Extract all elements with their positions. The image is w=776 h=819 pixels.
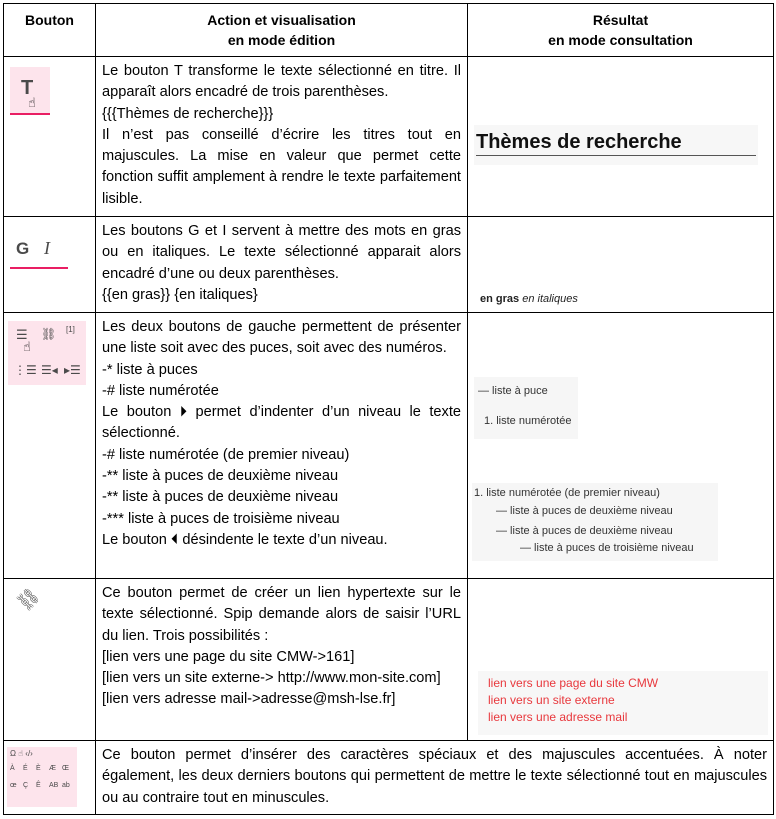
text-cell-listes <box>96 313 468 579</box>
list-line-3: Le bouton ⏵ permet d’indenter d’un niveau le texte sélectionné. <box>102 404 461 442</box>
icon-cell-caracteres <box>4 741 96 815</box>
icon-cell-titre <box>4 57 96 217</box>
result-link[interactable]: lien vers une adresse mail <box>488 710 628 724</box>
result-list-item: 1. liste numérotée (de premier niveau) <box>474 487 660 499</box>
icon-cell-gras <box>4 217 96 313</box>
row-liens <box>4 579 774 741</box>
documentation-table <box>3 3 774 815</box>
result-list-item: 1. liste numérotée <box>484 415 572 427</box>
header-resultat: Résultat en mode consultation <box>468 4 774 57</box>
char-oe-button[interactable]: Œ <box>62 765 69 772</box>
link-example-1: [lien vers une page du site CMW->161] <box>102 648 355 665</box>
list-line-5: -** liste à puces de deuxième niveau <box>102 468 339 485</box>
link-button-icon[interactable]: ⛓ <box>12 583 44 615</box>
result-cell-titre <box>468 57 774 217</box>
list-line-7: -*** liste à puces de troisième niveau <box>102 510 340 527</box>
result-list-item: — liste à puces de troisième niveau <box>520 542 694 554</box>
link-small-icon[interactable]: ⛓ <box>41 327 57 341</box>
char-a-grave-button[interactable]: À <box>10 765 15 772</box>
result-italic-text: en italiques <box>522 293 578 305</box>
bold-example: {{en gras}} {en italiques} <box>102 286 258 303</box>
result-list-item: — liste à puces de deuxième niveau <box>496 505 673 517</box>
result-list-shot-2 <box>472 483 718 561</box>
hand-cursor-icon: ☝ <box>23 339 31 354</box>
text-cell-titre <box>96 57 468 217</box>
link-desc: Ce bouton permet de créer un lien hypertexte sur le texte sélectionné. Spip demande alors de saisir l’URL du lien. Trois possibilités : <box>102 585 461 644</box>
header-bouton: Bouton <box>4 4 96 57</box>
result-bold-italic <box>480 293 578 305</box>
hand-cursor-icon: ☝ <box>28 95 36 110</box>
list-line-8: Le bouton ⏴ désindente le texte d’un niveau. <box>102 531 388 548</box>
numbered-list-icon[interactable]: ⋮☰ <box>14 363 37 377</box>
title-button-icon[interactable]: T <box>21 77 34 99</box>
bold-desc: Les boutons G et I servent à mettre des mots en gras ou en italiques. Le texte sélectionné apparait alors encadré d’une ou deux parenthèses. <box>102 223 461 282</box>
char-c-cedilla-button[interactable]: Ç <box>23 782 29 789</box>
result-bold-text: en gras <box>480 293 520 305</box>
list-line-4: -# liste numérotée (de premier niveau) <box>102 446 350 463</box>
result-title-underline <box>476 155 756 156</box>
text-cell-caracteres <box>96 741 774 815</box>
result-list-item: — liste à puces de deuxième niveau <box>496 525 673 537</box>
char-e-grave-button[interactable]: È <box>36 765 41 772</box>
special-chars-desc: Ce bouton permet d’insérer des caractères spéciaux et des majuscules accentuées. À noter également, les deux derniers boutons qui permettent de mettre le texte sélectionné tout en majuscules ou au contraire tout en minuscules. <box>102 747 767 806</box>
char-oe-small-button[interactable]: œ <box>10 782 17 789</box>
bullet-list-icon[interactable]: ☰ <box>16 327 28 342</box>
bold-button-icon[interactable]: G <box>16 239 30 258</box>
text-cell-gras <box>96 217 468 313</box>
outdent-icon[interactable]: ☰◂ <box>41 363 58 377</box>
indent-icon[interactable]: ▸☰ <box>64 363 81 377</box>
icon-cell-liens <box>4 579 96 741</box>
special-chars-icon[interactable]: Ω ☝ ‹/› <box>10 749 33 758</box>
result-list-item: — liste à puce <box>478 385 548 397</box>
result-links-shot <box>478 671 768 735</box>
title-desc: Le bouton T transforme le texte sélectionné en titre. Il apparaît alors encadré de trois parenthèses. <box>102 63 461 101</box>
row-caracteres <box>4 741 774 815</box>
result-link[interactable]: lien vers une page du site CMW <box>488 676 659 690</box>
uppercase-button[interactable]: AB <box>49 782 59 789</box>
link-example-3: [lien vers adresse mail->adresse@msh-lse.fr] <box>102 691 396 708</box>
row-listes <box>4 313 774 579</box>
italic-button-icon[interactable]: I <box>44 238 50 258</box>
header-row <box>4 4 774 57</box>
text-cell-liens <box>96 579 468 741</box>
result-list-shot-1 <box>474 377 578 439</box>
char-e-circ-button[interactable]: Ê <box>36 782 41 789</box>
char-e-acute-button[interactable]: É <box>23 765 28 772</box>
special-chars-grid <box>10 765 76 789</box>
result-cell-listes <box>468 313 774 579</box>
result-title-text: Thèmes de recherche <box>476 131 682 153</box>
result-link[interactable]: lien vers un site externe <box>488 693 615 707</box>
result-cell-liens <box>468 579 774 741</box>
title-example: {{{Thèmes de recherche}}} <box>102 105 274 122</box>
title-advice: Il n’est pas conseillé d’écrire les titres tout en majuscules. La mise en valeur que permet cette fonction suffit amplement à rendre le texte parfaitement lisible. <box>102 126 461 207</box>
list-desc: Les deux boutons de gauche permettent de présenter une liste soit avec des puces, soit avec des numéros. <box>102 319 461 357</box>
lowercase-button[interactable]: ab <box>62 782 70 789</box>
row-gras-italique <box>4 217 774 313</box>
list-line-2: -# liste numérotée <box>102 382 219 399</box>
footnote-icon[interactable]: [1] <box>66 325 75 334</box>
result-title-shot <box>474 125 758 165</box>
list-line-1: -* liste à puces <box>102 361 198 378</box>
link-example-2: [lien vers un site externe-> http://www.mon-site.com] <box>102 670 441 687</box>
icon-cell-listes <box>4 313 96 579</box>
list-line-6: -** liste à puces de deuxième niveau <box>102 489 339 506</box>
header-action: Action et visualisation en mode édition <box>96 4 468 57</box>
result-cell-gras <box>468 217 774 313</box>
row-titre <box>4 57 774 217</box>
char-ae-button[interactable]: Æ <box>49 765 56 772</box>
